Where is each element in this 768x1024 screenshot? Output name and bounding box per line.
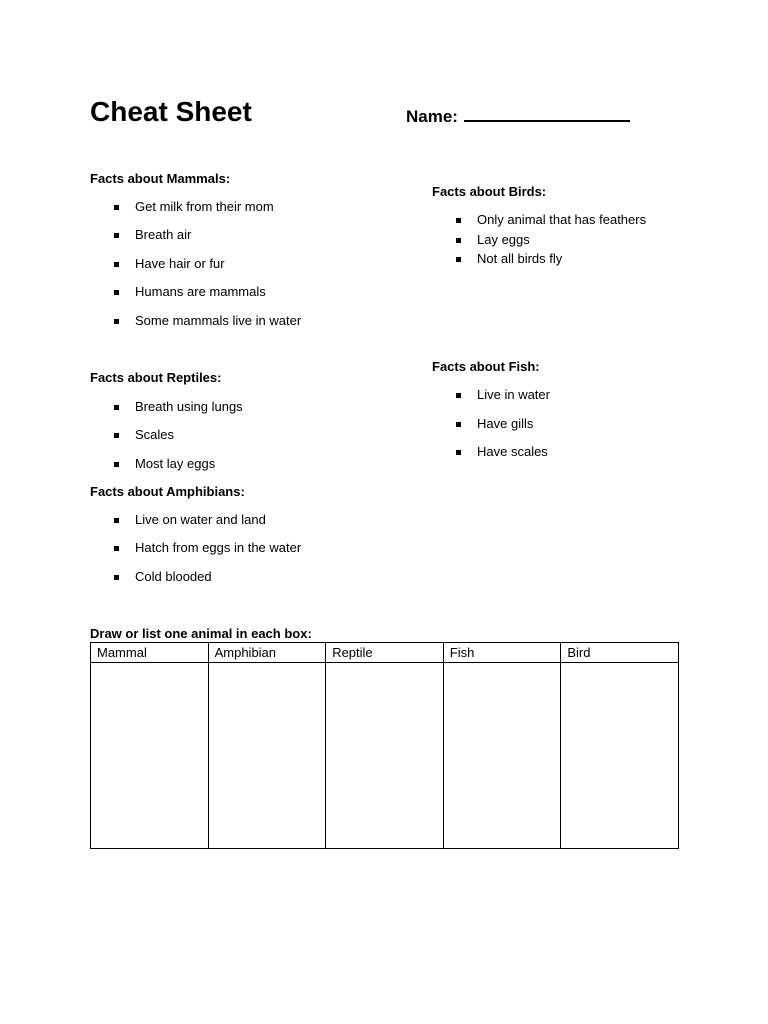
list-item: Not all birds fly bbox=[477, 251, 562, 267]
bird-answer-box[interactable] bbox=[561, 663, 679, 849]
list-item: Hatch from eggs in the water bbox=[135, 540, 301, 556]
table-row bbox=[91, 663, 679, 849]
bullet-icon bbox=[114, 405, 119, 410]
name-blank-line bbox=[464, 104, 630, 122]
bullet-icon bbox=[114, 575, 119, 580]
list-item: Some mammals live in water bbox=[135, 313, 301, 329]
table-caption: Draw or list one animal in each box: bbox=[90, 626, 312, 641]
page-title: Cheat Sheet bbox=[90, 96, 252, 127]
list-item: Have hair or fur bbox=[135, 256, 225, 272]
bullet-icon bbox=[114, 462, 119, 467]
list-item: Have gills bbox=[477, 416, 533, 432]
bullet-icon bbox=[114, 319, 119, 324]
column-header-bird: Bird bbox=[561, 643, 679, 663]
bullet-icon bbox=[114, 546, 119, 551]
list-item: Humans are mammals bbox=[135, 284, 266, 300]
column-header-reptile: Reptile bbox=[326, 643, 444, 663]
amphibians-heading: Facts about Amphibians: bbox=[90, 484, 245, 499]
column-header-amphibian: Amphibian bbox=[208, 643, 326, 663]
bullet-icon bbox=[114, 262, 119, 267]
list-item: Only animal that has feathers bbox=[477, 212, 646, 228]
mammal-answer-box[interactable] bbox=[91, 663, 209, 849]
column-header-fish: Fish bbox=[443, 643, 561, 663]
fish-answer-box[interactable] bbox=[443, 663, 561, 849]
list-item: Lay eggs bbox=[477, 232, 530, 248]
bullet-icon bbox=[114, 433, 119, 438]
reptiles-heading: Facts about Reptiles: bbox=[90, 370, 222, 385]
list-item: Most lay eggs bbox=[135, 456, 215, 472]
bullet-icon bbox=[456, 393, 461, 398]
bullet-icon bbox=[456, 238, 461, 243]
bullet-icon bbox=[456, 422, 461, 427]
list-item: Breath air bbox=[135, 227, 191, 243]
list-item: Have scales bbox=[477, 444, 548, 460]
list-item: Cold blooded bbox=[135, 569, 212, 585]
list-item: Breath using lungs bbox=[135, 399, 243, 415]
birds-heading: Facts about Birds: bbox=[432, 184, 547, 199]
fish-heading: Facts about Fish: bbox=[432, 359, 540, 374]
reptile-answer-box[interactable] bbox=[326, 663, 444, 849]
bullet-icon bbox=[456, 450, 461, 455]
column-header-mammal: Mammal bbox=[91, 643, 209, 663]
list-item: Live in water bbox=[477, 387, 550, 403]
bullet-icon bbox=[456, 218, 461, 223]
mammals-heading: Facts about Mammals: bbox=[90, 171, 231, 186]
name-label: Name: bbox=[406, 107, 458, 126]
bullet-icon bbox=[114, 205, 119, 210]
bullet-icon bbox=[114, 290, 119, 295]
list-item: Scales bbox=[135, 427, 174, 443]
bullet-icon bbox=[114, 518, 119, 523]
list-item: Get milk from their mom bbox=[135, 199, 274, 215]
animal-table bbox=[90, 642, 679, 849]
bullet-icon bbox=[114, 233, 119, 238]
amphibian-answer-box[interactable] bbox=[208, 663, 326, 849]
list-item: Live on water and land bbox=[135, 512, 266, 528]
table-header-row bbox=[91, 643, 679, 663]
bullet-icon bbox=[456, 257, 461, 262]
name-field bbox=[406, 104, 630, 128]
